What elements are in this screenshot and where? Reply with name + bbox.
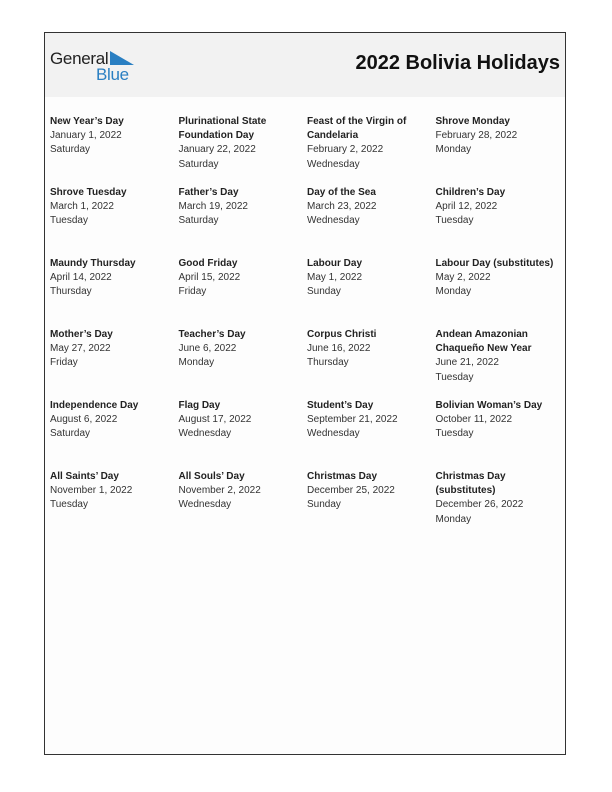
holiday-entry (307, 186, 436, 257)
holiday-entry (436, 328, 565, 399)
page-title: 2022 Bolivia Holidays (355, 52, 560, 74)
holiday-entry (50, 257, 179, 328)
holiday-entry (50, 399, 179, 470)
holiday-weekday: Saturday (178, 158, 219, 170)
holiday-date: August 6, 2022 (50, 414, 118, 426)
calendar-page (44, 32, 566, 755)
logo-word-blue: Blue (96, 65, 129, 84)
holiday-weekday: Sunday (307, 499, 341, 511)
holiday-weekday: Monday (178, 357, 215, 369)
holiday-weekday: Sunday (307, 286, 341, 298)
holiday-entry (436, 257, 565, 328)
holiday-date: September 21, 2022 (307, 414, 398, 426)
holiday-date: June 6, 2022 (178, 343, 237, 355)
holiday-date: March 23, 2022 (307, 201, 377, 213)
holiday-weekday: Wednesday (307, 158, 360, 170)
holiday-name: Children’s Day (435, 187, 506, 198)
holiday-weekday: Wednesday (178, 499, 232, 511)
holiday-name: Andean Amazonian Chaqueño New Year (435, 329, 532, 355)
holiday-weekday: Wednesday (307, 428, 360, 440)
holiday-entry (307, 328, 436, 399)
holiday-date: November 2, 2022 (178, 485, 261, 497)
holiday-name: Plurinational State Foundation Day (178, 116, 267, 142)
holiday-name: Christmas Day (substitutes) (435, 471, 506, 497)
holiday-name: Bolivian Woman’s Day (435, 400, 543, 411)
holiday-entry (307, 115, 436, 186)
holiday-entry (50, 186, 179, 257)
holiday-entry (179, 257, 308, 328)
holiday-date: December 26, 2022 (435, 499, 524, 511)
logo-triangle-icon (110, 51, 134, 65)
holiday-name: All Saints’ Day (50, 471, 119, 482)
holiday-date: August 17, 2022 (178, 414, 252, 426)
holiday-name: Mother’s Day (50, 329, 113, 340)
holiday-weekday: Saturday (50, 144, 91, 156)
holiday-row (50, 186, 564, 257)
holiday-date: May 1, 2022 (307, 272, 363, 284)
holiday-date: March 1, 2022 (50, 201, 114, 213)
holiday-name: All Souls’ Day (178, 471, 245, 482)
holiday-row (50, 328, 564, 399)
generalblue-logo (50, 47, 140, 83)
holiday-date: June 16, 2022 (307, 343, 371, 355)
holiday-date: November 1, 2022 (50, 485, 133, 497)
holiday-date: May 27, 2022 (50, 343, 111, 355)
holiday-name: Feast of the Virgin of Candelaria (307, 116, 407, 142)
holiday-weekday: Tuesday (435, 428, 474, 440)
holiday-date: February 28, 2022 (435, 130, 518, 142)
holiday-date: April 12, 2022 (435, 201, 498, 213)
holiday-weekday: Monday (435, 286, 472, 298)
holiday-weekday: Monday (435, 144, 472, 156)
holiday-name: New Year’s Day (50, 116, 124, 127)
holiday-weekday: Thursday (307, 357, 349, 369)
holiday-entry (179, 470, 308, 541)
holiday-name: Shrove Tuesday (50, 187, 127, 198)
holiday-entry (179, 115, 308, 186)
holiday-name: Independence Day (50, 400, 139, 411)
holiday-name: Corpus Christi (307, 329, 377, 340)
holiday-weekday: Friday (50, 357, 78, 369)
holiday-weekday: Monday (435, 513, 472, 525)
logo-word-general: General (50, 49, 109, 68)
holiday-name: Shrove Monday (435, 116, 510, 127)
holiday-row (50, 399, 564, 470)
holiday-entry (436, 186, 565, 257)
holiday-entry (50, 328, 179, 399)
holiday-weekday: Tuesday (50, 215, 88, 227)
holiday-name: Flag Day (178, 400, 221, 411)
holiday-weekday: Saturday (50, 428, 91, 440)
holiday-date: June 21, 2022 (435, 357, 499, 369)
header (45, 33, 565, 97)
holiday-name: Labour Day (substitutes) (435, 258, 554, 269)
holiday-date: March 19, 2022 (178, 201, 248, 213)
holiday-entry (307, 399, 436, 470)
holiday-weekday: Tuesday (50, 499, 88, 511)
holiday-name: Father’s Day (178, 187, 239, 198)
holiday-entry (307, 470, 436, 541)
holiday-weekday: Friday (178, 286, 207, 298)
holiday-date: April 15, 2022 (178, 272, 241, 284)
holiday-date: May 2, 2022 (435, 272, 491, 284)
holiday-weekday: Wednesday (178, 428, 232, 440)
holiday-entry (179, 399, 308, 470)
holiday-entry (179, 186, 308, 257)
holiday-entry (50, 115, 179, 186)
holiday-weekday: Thursday (50, 286, 92, 298)
holiday-date: April 14, 2022 (50, 272, 112, 284)
holiday-name: Good Friday (178, 258, 238, 269)
holiday-date: October 11, 2022 (435, 414, 513, 426)
holiday-row (50, 115, 564, 186)
holiday-grid (50, 115, 564, 541)
holiday-row (50, 470, 564, 541)
holiday-weekday: Tuesday (435, 371, 474, 383)
holiday-entry (436, 399, 565, 470)
holiday-name: Labour Day (307, 258, 363, 269)
holiday-weekday: Wednesday (307, 215, 360, 227)
holiday-entry (436, 115, 565, 186)
holiday-date: January 1, 2022 (50, 130, 122, 142)
holiday-weekday: Tuesday (435, 215, 474, 227)
holiday-entry (436, 470, 565, 541)
holiday-name: Teacher’s Day (178, 329, 246, 340)
holiday-name: Day of the Sea (307, 187, 376, 198)
holiday-name: Student’s Day (307, 400, 374, 411)
holiday-entry (50, 470, 179, 541)
holiday-date: January 22, 2022 (178, 144, 256, 156)
holiday-row (50, 257, 564, 328)
holiday-entry (307, 257, 436, 328)
holiday-weekday: Saturday (178, 215, 219, 227)
holiday-date: February 2, 2022 (307, 144, 384, 156)
holiday-entry (179, 328, 308, 399)
holiday-name: Christmas Day (307, 471, 378, 482)
holiday-name: Maundy Thursday (50, 258, 136, 269)
holiday-date: December 25, 2022 (307, 485, 395, 497)
